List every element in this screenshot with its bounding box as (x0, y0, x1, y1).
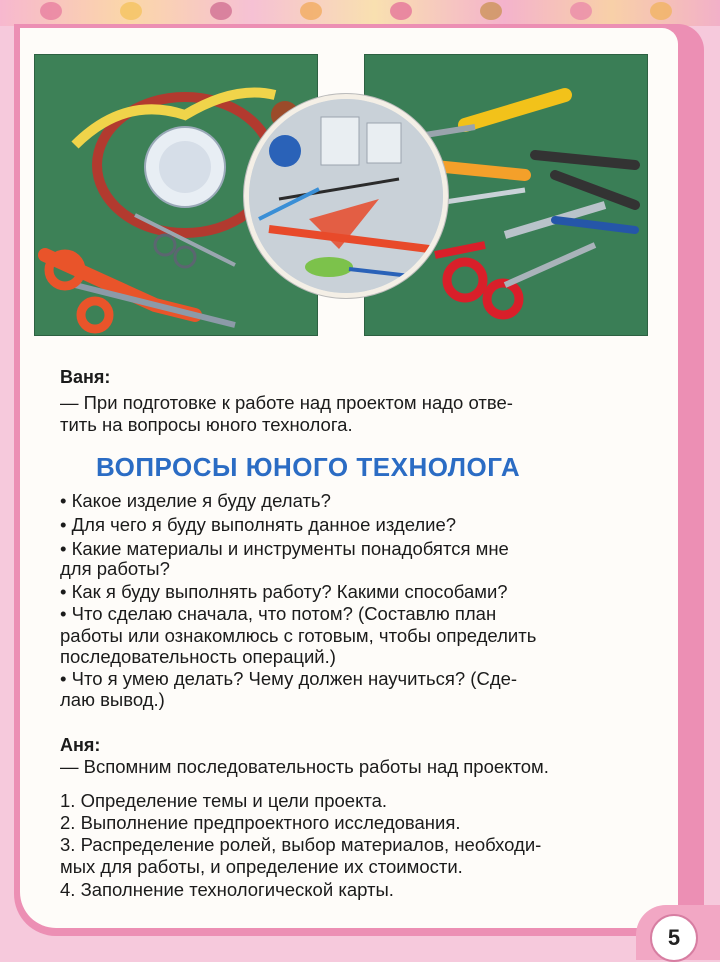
dialogue1-line2: тить на вопросы юного технолога. (60, 414, 353, 435)
step-3-line2: мых для работы, и определение их стоимости. (60, 856, 463, 877)
decorative-top-border (0, 0, 720, 26)
question-5-line3: последовательность операций.) (60, 646, 336, 667)
question-3-line1: • Какие материалы и инструменты понадобятся мне (60, 538, 509, 559)
section-heading: ВОПРОСЫ ЮНОГО ТЕХНОЛОГА (96, 452, 521, 482)
speaker-anya: Аня: (60, 735, 101, 755)
question-2: • Для чего я буду выполнять данное изделие? (60, 514, 457, 535)
question-5-line1: • Что сделаю сначала, что потом? (Составлю план (60, 603, 497, 624)
speaker-vanya: Ваня: (60, 367, 111, 387)
dialogue2-line1: — Вспомним последовательность работы над проектом. (60, 756, 549, 777)
question-6-line2: лаю вывод.) (60, 689, 165, 710)
question-4: • Как я буду выполнять работу? Какими способами? (60, 581, 508, 602)
step-1: 1. Определение темы и цели проекта. (60, 790, 388, 811)
dialogue1-line1: — При подготовке к работе над проектом надо отве- (60, 392, 513, 413)
question-6-line1: • Что я умею делать? Чему должен научиться? (Сде- (60, 668, 518, 689)
question-3-line2: для работы? (60, 558, 170, 579)
step-3-line1: 3. Распределение ролей, выбор материалов, необходи- (60, 834, 542, 855)
step-4: 4. Заполнение технологической карты. (60, 879, 394, 900)
page-number: 5 (650, 914, 698, 962)
step-2: 2. Выполнение предпроектного исследования. (60, 812, 461, 833)
stationery-inset-photo (244, 94, 448, 298)
question-1: • Какое изделие я буду делать? (60, 490, 331, 511)
question-5-line2: работы или ознакомлюсь с готовым, чтобы определить (60, 625, 537, 646)
